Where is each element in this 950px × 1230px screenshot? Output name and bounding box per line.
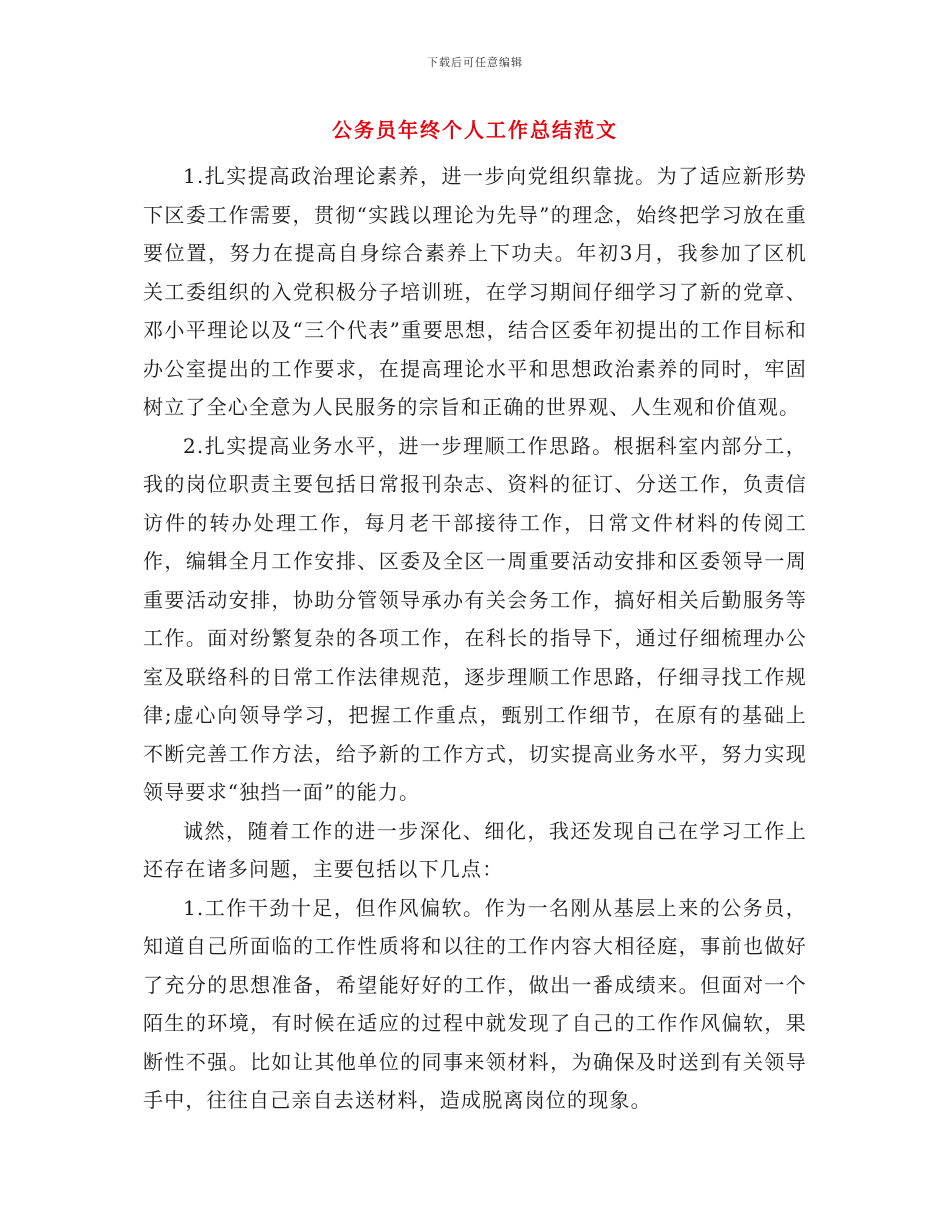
- paragraph-1: 1.扎实提高政治理论素养，进一步向党组织靠拢。为了适应新形势下区委工作需要，贯彻“实践以理论为先导”的理念，始终把学习放在重要位置，努力在提高自身综合素养上下功夫。年初3月，我参加了区机关工委组织的入党积极分子培训班，在学习期间仔细学习了新的党章、邓小平理论以及“三个代表”重要思想，结合区委年初提出的工作目标和办公室提出的工作要求，在提高理论水平和思想政治素养的同时，牢固树立了全心全意为人民服务的宗旨和正确的世界观、人生观和价值观。: [143, 164, 807, 419]
- document-title: 公务员年终个人工作总结范文: [332, 118, 618, 142]
- page-header-note: 下载后可任意编辑: [427, 56, 523, 69]
- paragraph-2: 2.扎实提高业务水平，进一步理顺工作思路。根据科室内部分工，我的岗位职责主要包括日常报刊杂志、资料的征订、分送工作，负责信访件的转办处理工作，每月老干部接待工作，日常文件材料的传阅工作，编辑全月工作安排、区委及全区一周重要活动安排和区委领导一周重要活动安排，协助分管领导承办有关会务工作，搞好相关后勤服务等工作。面对纷繁复杂的各项工作，在科长的指导下，通过仔细梳理办公室及联络科的日常工作法律规范，逐步理顺工作思路，仔细寻找工作规律;虚心向领导学习，把握工作重点，甄别工作细节，在原有的基础上不断完善工作方法，给予新的工作方式，切实提高业务水平，努力实现领导要求“独挡一面”的能力。: [143, 433, 807, 804]
- paragraph-4: 1.工作干劲十足，但作风偏软。作为一名刚从基层上来的公务员，知道自己所面临的工作性质将和以往的工作内容大相径庭，事前也做好了充分的思想准备，希望能好好的工作，做出一番成绩来。但面对一个陌生的环境，有时候在适应的过程中就发现了自己的工作作风偏软，果断性不强。比如让其他单位的同事来领材料，为确保及时送到有关领导手中，往往自己亲自去送材料，造成脱离岗位的现象。: [143, 895, 807, 1112]
- document-body: [143, 157, 807, 1120]
- paragraph-3: 诚然，随着工作的进一步深化、细化，我还发现自己在学习工作上还存在诸多问题，主要包括以下几点：: [143, 818, 807, 881]
